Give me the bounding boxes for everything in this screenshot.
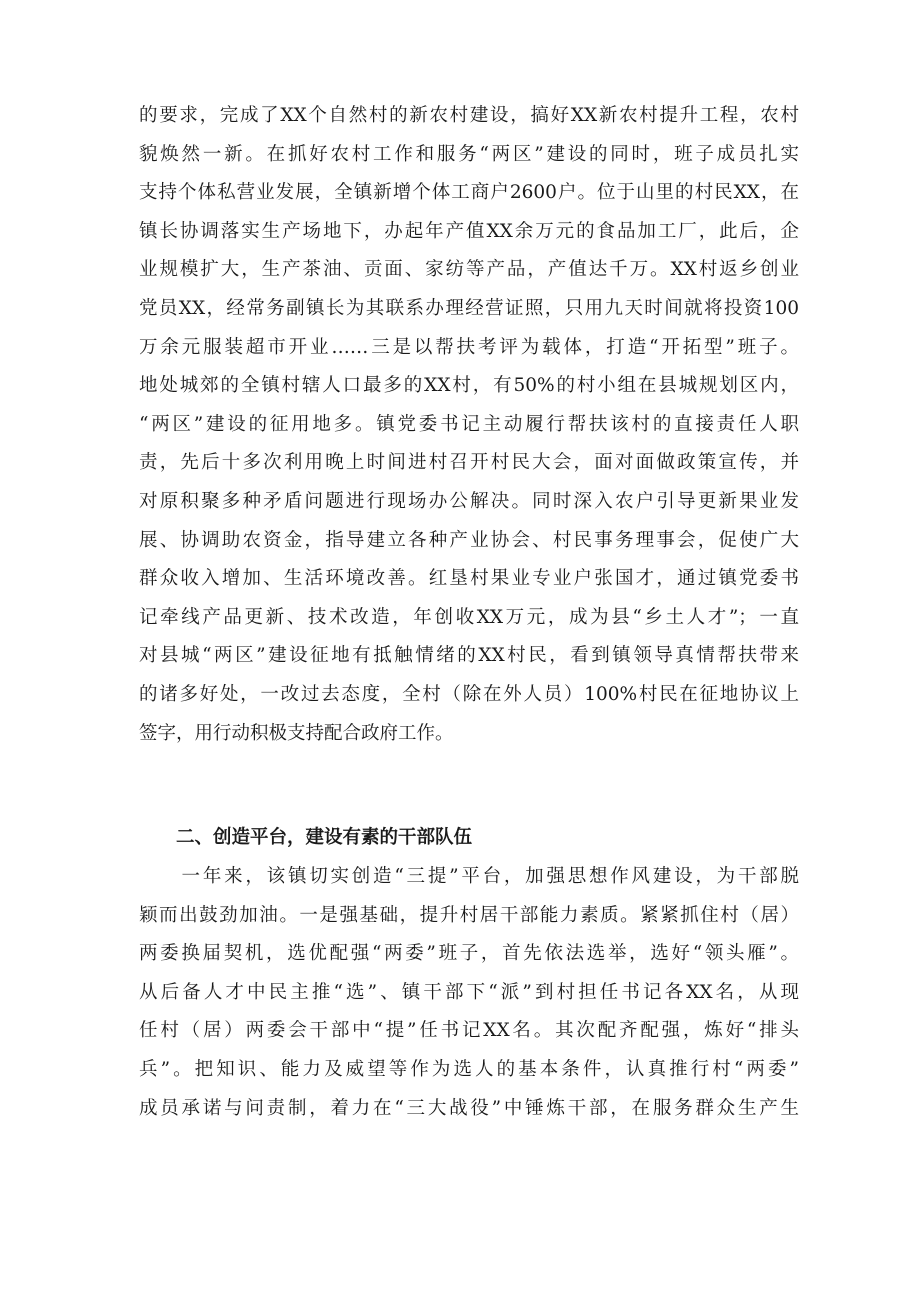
paragraph-line: 支持个体私营业发展，全镇新增个体工商户2600户。位于山里的村民XX，在 [139,182,799,204]
paragraph-line: 兵”。把知识、能力及威望等作为选人的基本条件，认真推行村“两委” [139,1058,799,1080]
paragraph-line: 成员承诺与问责制，着力在“三大战役”中锤炼干部，在服务群众生产生 [139,1097,799,1119]
paragraph-line: 镇长协调落实生产场地下，办起年产值XX余万元的食品加工厂，此后，企 [139,220,799,242]
paragraph-1 [139,97,799,753]
paragraph-2 [139,858,799,1128]
paragraph-line: 党员XX，经常务副镇长为其联系办理经营证照，只用九天时间就将投资100 [139,297,799,319]
paragraph-line: “两区”建设的征用地多。镇党委书记主动履行帮扶该村的直接责任人职 [139,413,799,435]
paragraph-line: 责，先后十多次利用晚上时间进村召开村民大会，面对面做政策宣传，并 [139,452,799,474]
paragraph-line: 对县城“两区”建设征地有抵触情绪的XX村民，看到镇领导真情帮扶带来 [139,645,799,667]
paragraph-line: 任村（居）两委会干部中“提”任书记XX名。其次配齐配强，炼好“排头 [139,1020,799,1042]
paragraph-line: 两委换届契机，选优配强“两委”班子，首先依法选举，选好“领头雁”。 [139,943,799,965]
paragraph-line: 一年来，该镇切实创造“三提”平台，加强思想作风建设，为干部脱 [139,866,799,887]
section-heading: 二、创造平台，建设有素的干部队伍 [176,827,473,848]
paragraph-line: 万余元服装超市开业……三是以帮扶考评为载体，打造“开拓型”班子。 [139,336,799,358]
paragraph-line: 貌焕然一新。在抓好农村工作和服务“两区”建设的同时，班子成员扎实 [139,143,799,165]
paragraph-line: 业规模扩大，生产茶油、贡面、家纺等产品，产值达千万。XX村返乡创业 [139,259,799,281]
paragraph-line: 的要求，完成了XX个自然村的新农村建设，搞好XX新农村提升工程，农村 [139,105,799,126]
paragraph-line: 从后备人才中民主推“选”、镇干部下“派”到村担任书记各XX名，从现 [139,981,799,1003]
paragraph-line: 颖而出鼓劲加油。一是强基础，提升村居干部能力素质。紧紧抓住村（居） [139,904,799,926]
paragraph-line: 对原积聚多种矛盾问题进行现场办公解决。同时深入农户引导更新果业发 [139,490,799,512]
paragraph-line: 记牵线产品更新、技术改造，年创收XX万元，成为县“乡土人才”；一直 [139,606,799,628]
paragraph-line: 的诸多好处，一改过去态度，全村（除在外人员）100%村民在征地协议上 [139,683,799,705]
paragraph-line: 展、协调助农资金，指导建立各种产业协会、村民事务理事会，促使广大 [139,529,799,551]
paragraph-line: 群众收入增加、生活环境改善。红垦村果业专业户张国才，通过镇党委书 [139,568,799,590]
paragraph-line: 地处城郊的全镇村辖人口最多的XX村，有50%的村小组在县城规划区内， [139,375,799,397]
paragraph-line: 签字，用行动积极支持配合政府工作。 [139,722,454,744]
